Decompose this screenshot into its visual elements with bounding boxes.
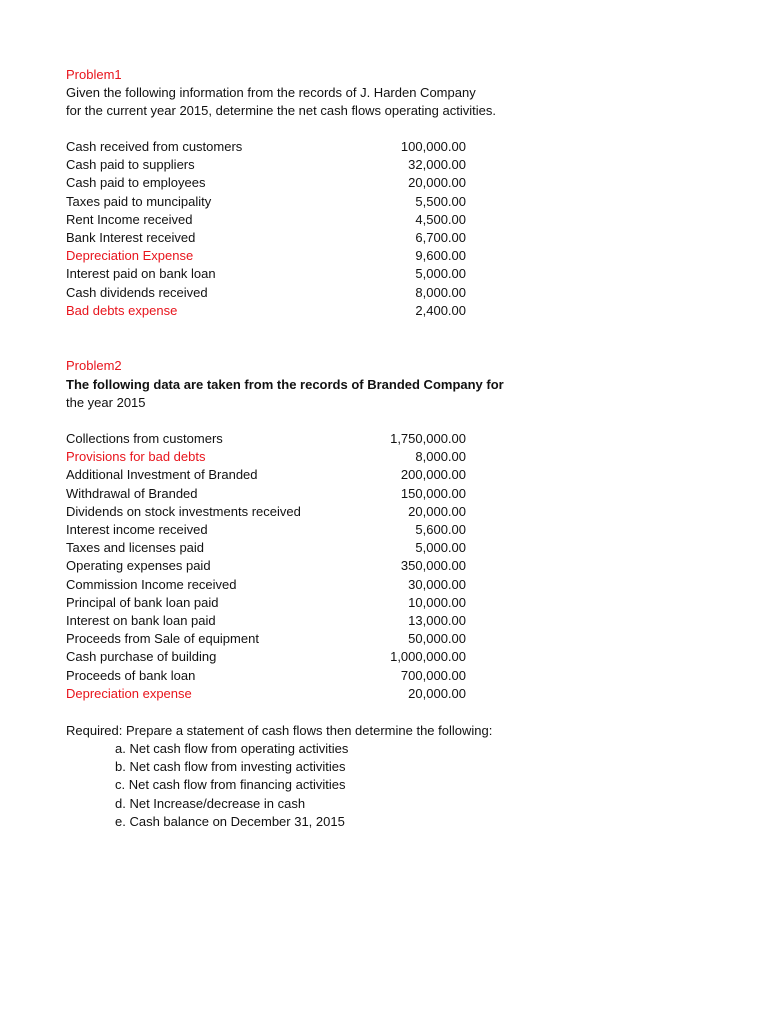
line-item-amount: 4,500.00 (415, 211, 466, 227)
line-item-amount: 5,600.00 (415, 522, 466, 537)
line-item-label: Interest paid on bank loan (66, 266, 216, 282)
line-item-amount: 32,000.00 (408, 157, 466, 173)
line-item-row (66, 539, 466, 557)
line-item-amount: 350,000.00 (400, 558, 466, 574)
line-item-label: Proceeds of bank loan (66, 667, 196, 683)
line-item-row (66, 247, 466, 265)
problem1-heading: Problem1 (66, 67, 122, 82)
line-item-row (66, 667, 466, 685)
line-item-label: Taxes paid to muncipality (66, 193, 212, 209)
line-item-label: Interest income received (66, 522, 208, 537)
line-item-label: Bad debts expense (66, 302, 178, 318)
required-intro: Required: Prepare a statement of cash flows then determine the following: (66, 723, 493, 738)
problem1-intro-line2: for the current year 2015, determine the net cash flows operating activities. (66, 103, 496, 118)
line-item-label: Depreciation Expense (66, 248, 194, 264)
line-item-label: Operating expenses paid (66, 558, 211, 574)
line-item-row (66, 265, 466, 283)
line-item-row (66, 612, 466, 630)
line-item-label: Bank Interest received (66, 230, 196, 245)
line-item-row (66, 576, 466, 594)
line-item-label: Cash received from customers (66, 139, 243, 154)
line-item-row (66, 302, 466, 320)
problem2-intro-line1: The following data are taken from the records of Branded Company for (66, 377, 504, 392)
line-item-amount: 8,000.00 (415, 449, 466, 465)
line-item-amount: 13,000.00 (408, 613, 466, 628)
line-item-label: Cash purchase of building (66, 649, 217, 665)
line-item-amount: 10,000.00 (408, 594, 466, 610)
line-item-amount: 5,000.00 (415, 540, 466, 556)
line-item-amount: 100,000.00 (400, 139, 466, 154)
required-item: c. Net cash flow from financing activities (115, 777, 346, 793)
line-item-amount: 5,500.00 (415, 193, 466, 209)
line-item-row (66, 193, 466, 211)
line-item-row (66, 284, 466, 302)
line-item-row (66, 648, 466, 666)
line-item-amount: 2,400.00 (415, 302, 466, 318)
line-item-label: Additional Investment of Branded (66, 467, 258, 483)
line-item-amount: 5,000.00 (415, 266, 466, 282)
line-item-label: Principal of bank loan paid (66, 594, 219, 610)
line-item-label: Taxes and licenses paid (66, 540, 205, 556)
line-item-label: Interest on bank loan paid (66, 613, 216, 628)
line-item-label: Dividends on stock investments received (66, 503, 301, 519)
line-item-amount: 30,000.00 (408, 576, 466, 592)
line-item-amount: 50,000.00 (408, 631, 466, 647)
line-item-label: Proceeds from Sale of equipment (66, 631, 259, 647)
line-item-amount: 20,000.00 (408, 685, 466, 701)
line-item-amount: 8,000.00 (415, 284, 466, 300)
required-item: a. Net cash flow from operating activities (115, 741, 349, 756)
required-item: b. Net cash flow from investing activities (115, 759, 346, 775)
line-item-label: Cash paid to suppliers (66, 157, 195, 173)
line-item-amount: 20,000.00 (408, 503, 466, 519)
line-item-row (66, 138, 466, 156)
line-item-amount: 200,000.00 (400, 467, 466, 483)
line-item-label: Commission Income received (66, 576, 237, 592)
problem1-intro-line1: Given the following information from the records of J. Harden Company (66, 85, 476, 100)
line-item-row (66, 211, 466, 229)
required-item: d. Net Increase/decrease in cash (115, 795, 306, 811)
line-item-label: Cash dividends received (66, 284, 208, 300)
line-item-row (66, 485, 466, 503)
line-item-row (66, 466, 466, 484)
line-item-row (66, 521, 466, 539)
line-item-amount: 20,000.00 (408, 175, 466, 191)
line-item-label: Collections from customers (66, 431, 223, 446)
line-item-label: Depreciation expense (66, 685, 192, 701)
line-item-row (66, 685, 466, 703)
line-item-row (66, 557, 466, 575)
line-item-label: Withdrawal of Branded (66, 485, 198, 501)
line-item-amount: 6,700.00 (415, 230, 466, 245)
line-item-row (66, 229, 466, 247)
line-item-amount: 1,750,000.00 (390, 431, 466, 446)
line-item-row (66, 630, 466, 648)
line-item-label: Rent Income received (66, 211, 193, 227)
line-item-amount: 700,000.00 (400, 667, 466, 683)
line-item-row (66, 594, 466, 612)
line-item-amount: 9,600.00 (415, 248, 466, 264)
line-item-amount: 150,000.00 (400, 485, 466, 501)
line-item-row (66, 503, 466, 521)
line-item-row (66, 430, 466, 448)
line-item-row (66, 174, 466, 192)
required-item: e. Cash balance on December 31, 2015 (115, 813, 345, 829)
line-item-label: Cash paid to employees (66, 175, 206, 191)
problem2-heading: Problem2 (66, 358, 122, 373)
line-item-label: Provisions for bad debts (66, 449, 206, 465)
line-item-row (66, 448, 466, 466)
line-item-amount: 1,000,000.00 (390, 649, 466, 665)
line-item-row (66, 156, 466, 174)
problem2-intro-line2: the year 2015 (66, 395, 146, 410)
